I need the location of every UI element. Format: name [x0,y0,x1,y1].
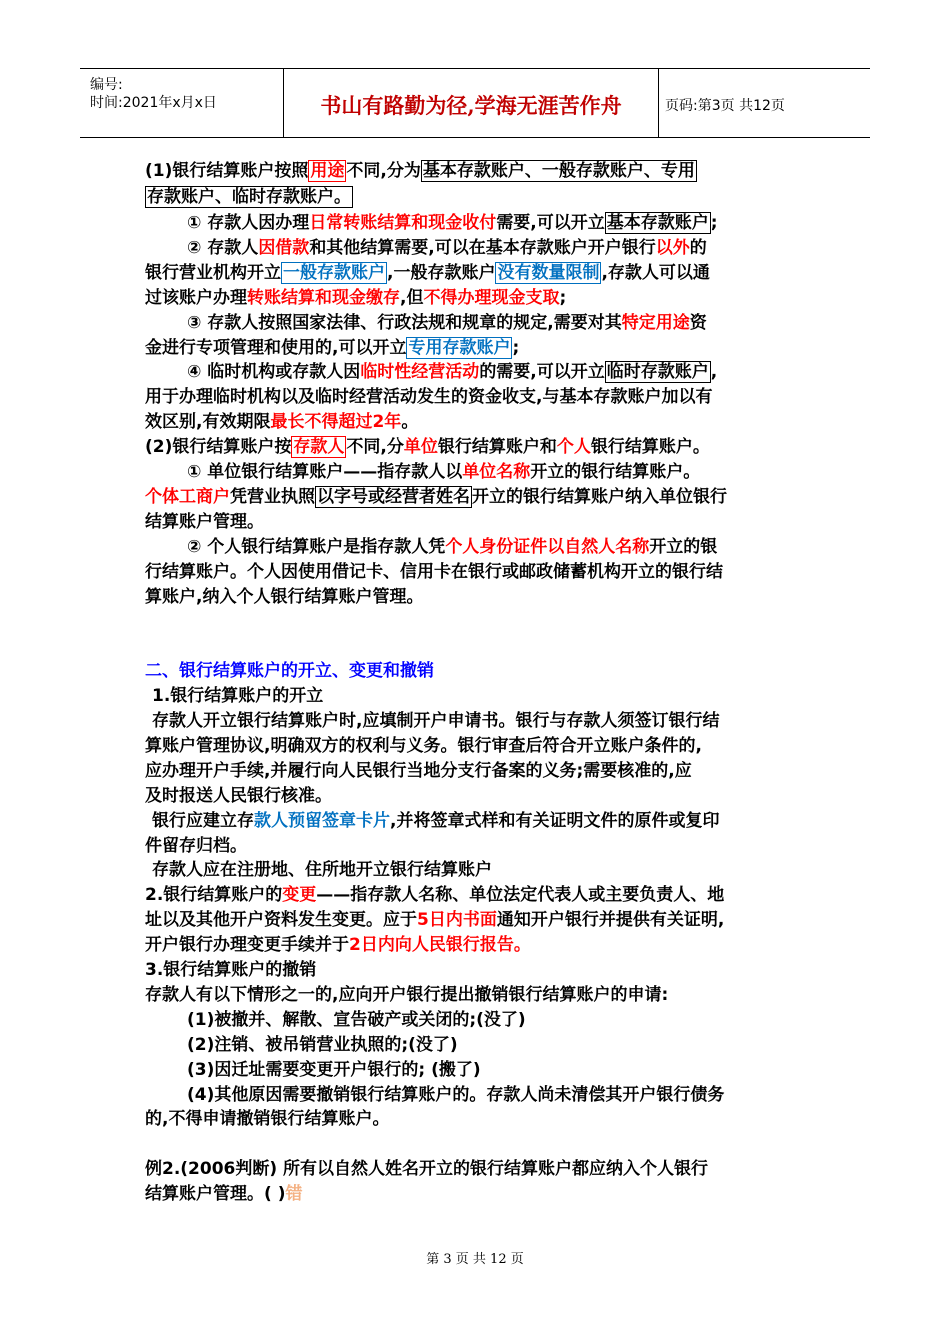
change-line-1: 2.银行结算账户的变更——指存款人名称、单位法定代表人或主要负责人、地 [145,885,725,905]
item-2-line-2: 银行营业机构开立 一般存款账户 ,一般存款账户 没有数量限制 ,存款人可以通 [145,263,710,283]
doc-number-label: 编号: [90,77,123,93]
change-line-2: 址以及其他开户资料发生变更。应于5日内书面通知开户银行并提供有关证明, [145,910,725,930]
unit-account-line-1: ① 单位银行结算账户——指存款人以单位名称开立的银行结算账户。 [187,462,701,482]
item-1-line-1: ① 存款人因办理日常转账结算和现金收付需要,可以开立 基本存款账户 ; [187,213,718,233]
header-meta [80,69,284,137]
header-motto: 书山有路勤为径,学海无涯苦作舟 [320,93,622,118]
close-case-1: (1)被撤并、解散、宣告破产或关闭的;(没了) [187,1010,526,1030]
para-1-line-1: (1)银行结算账户按照 用途 不同,分为 基本存款账户、一般存款账户、专用 [145,161,695,181]
item-4-line-2: 用于办理临时机构以及临时经营活动发生的资金收支,与基本存款账户加以有 [145,387,713,407]
close-case-2: (2)注销、被吊销营业执照的;(没了) [187,1035,458,1055]
open-line-2: 算账户管理协议,明确双方的权利与义务。银行审查后符合开立账户条件的, [145,736,702,756]
personal-account-line-1: ② 个人银行结算账户是指存款人凭个人身份证件以自然人名称开立的银 [187,537,718,557]
example-line-1: 例2.(2006判断) 所有以自然人姓名开立的银行结算账户都应纳入个人银行 [145,1159,709,1179]
close-line-1: 存款人有以下情形之一的,应向开户银行提出撤销银行结算账户的申请: [145,985,669,1005]
close-case-4: (4)其他原因需要撤销银行结算账户的。存款人尚未清偿其开户银行债务 [187,1085,725,1105]
close-case-3: (3)因迁址需要变更开户银行的; (搬了) [187,1060,481,1080]
open-line-1: 存款人开立银行结算账户时,应填制开户申请书。银行与存款人须签订银行结 [152,711,720,731]
personal-account-line-3: 算账户,纳入个人银行结算账户管理。 [145,587,424,607]
subheading-close: 3.银行结算账户的撤销 [145,960,317,980]
subheading-open: 1.银行结算账户的开立 [152,686,324,706]
item-3-line-1: ③ 存款人按照国家法律、行政法规和规章的规定,需要对其特定用途资 [187,313,707,333]
section-heading: 二、银行结算账户的开立、变更和撤销 [145,661,434,681]
unit-account-line-2: 个体工商户凭营业执照 以字号或经营者姓名 开立的银行结算账户纳入单位银行 [145,487,727,507]
example-line-2: 结算账户管理。( )错 [145,1184,303,1204]
header-motto-cell [284,69,659,137]
page-footer: 第 3 页 共 12 页 [426,1252,524,1267]
change-line-3: 开户银行办理变更手续并于2日内向人民银行报告。 [145,935,531,955]
open-line-7: 存款人应在注册地、住所地开立银行结算账户 [152,860,492,880]
item-4-line-3: 效区别,有效期限最长不得超过2年。 [145,412,419,432]
item-3-line-2: 金进行专项管理和使用的,可以开立 专用存款账户 ; [145,338,520,358]
doc-time-label: 时间:2021年x月x日 [90,95,217,111]
item-2-line-1: ② 存款人因借款和其他结算需要,可以在基本存款账户开户银行以外的 [187,238,707,258]
page-header [80,68,870,138]
open-line-5: 银行应建立存款人预留签章卡片,并将签章式样和有关证明文件的原件或复印 [152,811,720,831]
example-answer: 错 [285,1184,303,1204]
item-4-line-1: ④ 临时机构或存款人因临时性经营活动的需要,可以开立 临时存款账户 , [187,362,718,382]
unit-account-line-3: 结算账户管理。 [145,512,264,532]
header-page-label: 页码:第3页 共12页 [665,98,785,114]
para-2-line-1: (2)银行结算账户按 存款人 不同,分单位银行结算账户和个人银行结算账户。 [145,437,710,457]
close-line-last: 的,不得申请撤销银行结算账户。 [145,1109,390,1129]
para-1-line-2: 存款账户、临时存款账户。 [147,187,351,207]
header-page-cell [659,69,870,137]
item-2-line-3: 过该账户办理转账结算和现金缴存,但不得办理现金支取; [145,288,567,308]
open-line-3: 应办理开户手续,并履行向人民银行当地分支行备案的义务;需要核准的,应 [145,761,692,781]
personal-account-line-2: 行结算账户。个人因使用借记卡、信用卡在银行或邮政储蓄机构开立的银行结 [145,562,723,582]
open-line-4: 及时报送人民银行核准。 [145,786,332,806]
open-line-6: 件留存归档。 [145,836,247,856]
